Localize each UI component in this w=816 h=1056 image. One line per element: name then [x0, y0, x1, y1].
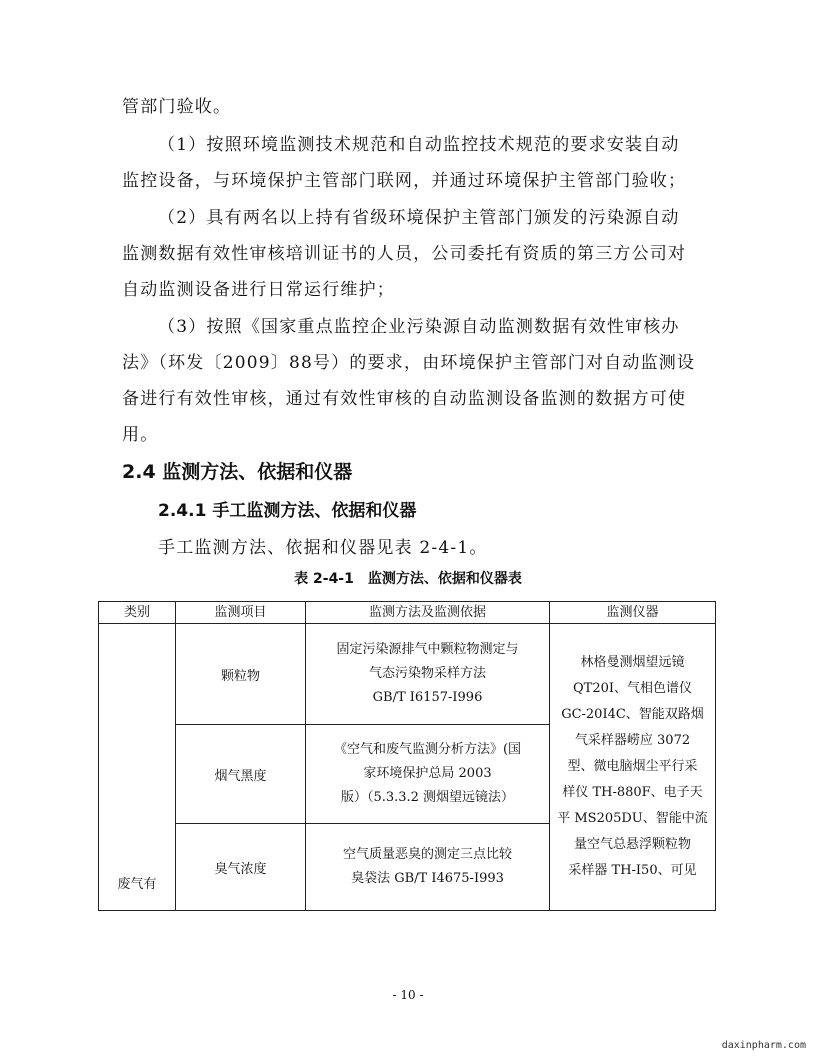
intro-paragraph: 手工监测方法、依据和仪器见表 2-4-1。: [158, 538, 488, 558]
paragraph-line: 法》（环发〔2009〕88号）的要求，由环境保护主管部门对自动监测设: [122, 353, 696, 373]
method-line: 臭袋法 GB/T I4675-I993: [351, 871, 504, 886]
table-row: [99, 624, 716, 725]
method-line: 固定污染源排气中颗粒物测定与: [336, 642, 519, 657]
item-cell: 烟气黑度: [176, 725, 306, 824]
method-line: GB/T I6157-I996: [372, 690, 483, 705]
instrument-line: 林格曼测烟望远镜: [580, 655, 685, 670]
paragraph-line: （2）具有两名以上持有省级环境保护主管部门颁发的污染源自动: [158, 208, 680, 228]
paragraph-line: 监测数据有效性审核培训证书的人员，公司委托有资质的第三方公司对: [122, 244, 687, 264]
method-line: 《空气和废气监测分析方法》(国: [333, 742, 522, 757]
instrument-line: 型、微电脑烟尘平行采: [567, 759, 698, 774]
subsection-heading: 2.4.1 手工监测方法、依据和仪器: [158, 501, 417, 521]
item-cell: 颗粒物: [176, 624, 306, 725]
page-number: - 10 -: [392, 988, 424, 1002]
paragraph-line: 自动监测设备进行日常运行维护；: [122, 280, 395, 300]
category-cell: 废气有: [99, 624, 176, 911]
header-method: 监测方法及监测依据: [306, 602, 550, 624]
method-cell: [306, 725, 550, 824]
instrument-line: GC-20I4C、智能双路烟: [561, 707, 704, 722]
instrument-line: 采样器 TH-I50、可见: [568, 863, 697, 878]
method-cell: [306, 624, 550, 725]
method-line: 空气质量恶臭的测定三点比较: [342, 847, 512, 862]
table-caption: 表 2-4-1 监测方法、依据和仪器表: [294, 571, 522, 587]
method-line: 气态污染物采样方法: [368, 666, 486, 681]
instrument-cell: [550, 624, 716, 911]
paragraph-line: 监控设备，与环境保护主管部门联网，并通过环境保护主管部门验收；: [122, 171, 687, 191]
paragraph-line: （1）按照环境监测技术规范和自动监控技术规范的要求安装自动: [158, 135, 680, 155]
paragraph-line: 管部门验收。: [122, 97, 232, 117]
instrument-line: 平 MS205DU、智能中流: [557, 811, 708, 826]
header-instrument: 监测仪器: [550, 602, 716, 624]
instrument-line: 气采样器崂应 3072: [574, 733, 691, 748]
section-heading: 2.4 监测方法、依据和仪器: [122, 461, 353, 483]
methods-table: [98, 601, 716, 911]
instrument-line: 量空气总悬浮颗粒物: [573, 837, 691, 852]
method-line: 家环境保护总局 2003: [363, 766, 492, 781]
instrument-line: QT20I、气相色谱仪: [572, 681, 692, 696]
instrument-line: 样仪 TH-880F、电子天: [562, 785, 703, 800]
header-item: 监测项目: [176, 602, 306, 624]
watermark: daxinpharm.com: [721, 1040, 806, 1051]
method-cell: [306, 824, 550, 911]
item-cell: 臭气浓度: [176, 824, 306, 911]
paragraph-line: 备进行有效性审核，通过有效性审核的自动监测设备监测的数据方可使: [122, 389, 687, 409]
paragraph-line: （3）按照《国家重点监控企业污染源自动监测数据有效性审核办: [158, 317, 680, 337]
table-header-row: [99, 602, 716, 624]
method-line: 版）（5.3.3.2 测烟望远镜法）: [340, 790, 515, 805]
header-category: 类别: [99, 602, 176, 624]
paragraph-line: 用。: [122, 425, 159, 445]
